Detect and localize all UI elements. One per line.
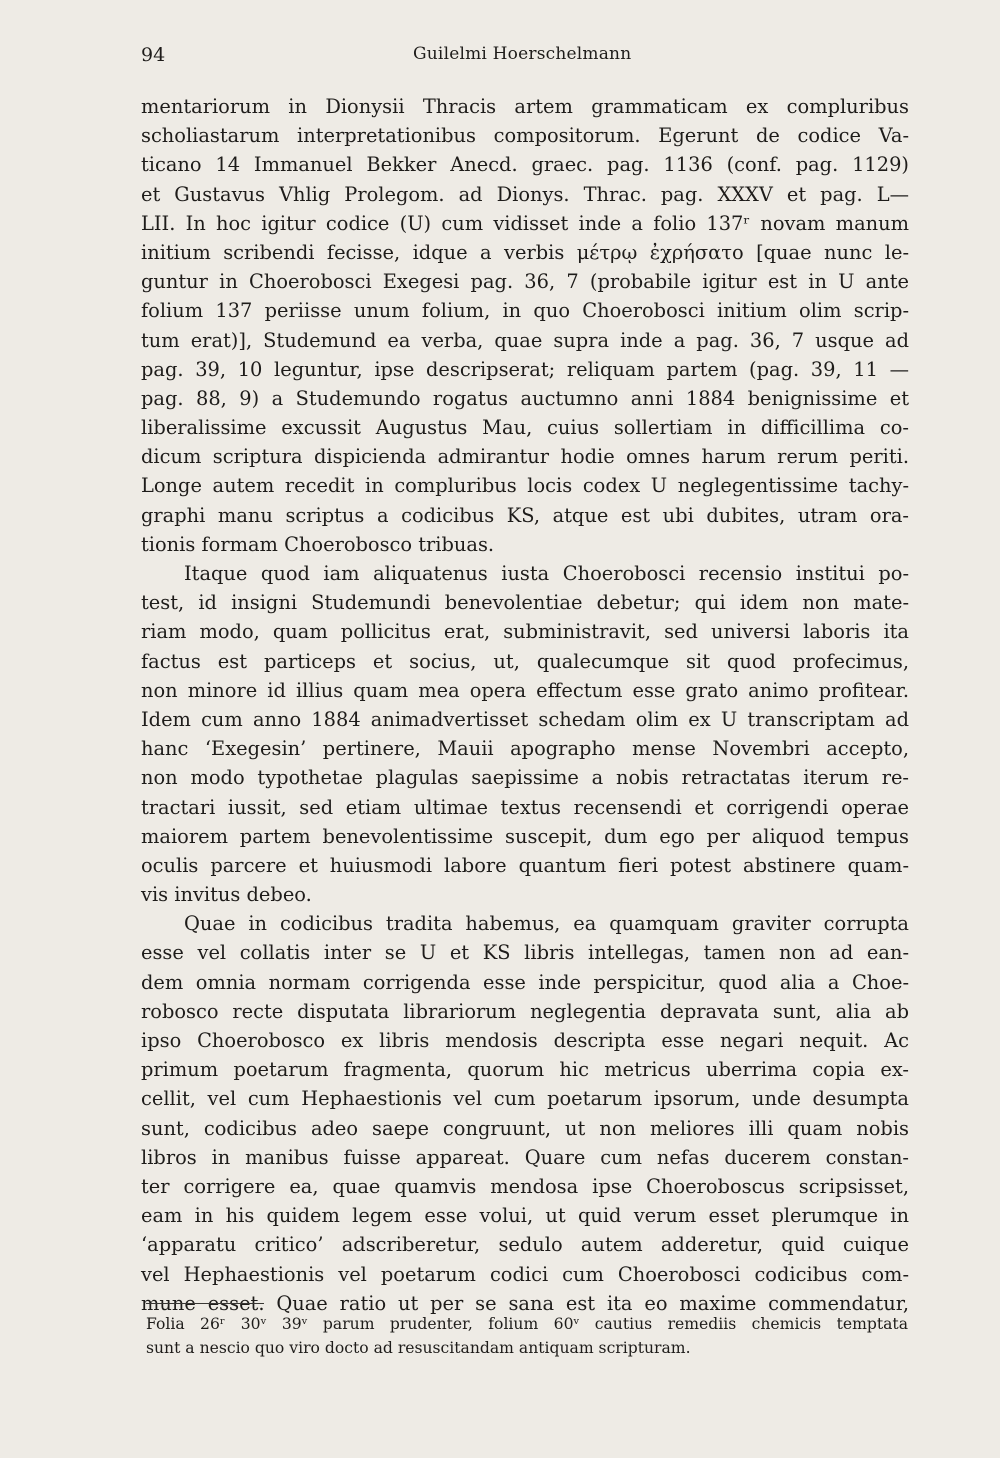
text-line: pag. 39, 10 leguntur, ipse descripserat; reliquam partem (pag. 39, 11 —	[141, 357, 909, 381]
text-line: graphi manu scriptus a codicibus KS, atque est ubi dubites, utram ora-	[141, 503, 909, 527]
footnote	[146, 1312, 908, 1360]
text-line: sunt, codicibus adeo saepe congruunt, ut non meliores illi quam nobis	[141, 1116, 909, 1140]
text-line: pag. 88, 9) a Studemundo rogatus auctumno anni 1884 benignissime et	[141, 386, 909, 410]
text-line: maiorem partem benevolentissime suscepit, dum ego per aliquod tempus	[141, 824, 909, 848]
text-line: tum erat)], Studemund ea verba, quae supra inde a pag. 36, 7 usque ad	[141, 328, 909, 352]
text-line: tionis formam Choerobosco tribuas.	[141, 532, 495, 556]
text-line: Itaque quod iam aliquatenus iusta Choerobosci recensio institui po-	[184, 562, 909, 585]
footnote-rule	[146, 1303, 264, 1304]
text-line: ipso Choerobosco ex libris mendosis descripta esse negari nequit. Ac	[141, 1029, 909, 1052]
text-line: liberalissime excussit Augustus Mau, cuius sollertiam in difficillima co-	[141, 416, 909, 440]
text-line: ‘apparatu critico’ adscriberetur, sedulo autem adderetur, quid cuique	[141, 1233, 909, 1257]
text-line: Idem cum anno 1884 animadvertisset schedam olim ex U transcriptam ad	[141, 707, 909, 731]
text-line: robosco recte disputata librariorum neglegentia depravata sunt, alia ab	[141, 999, 909, 1023]
page-header	[141, 44, 906, 74]
text-line: ter corrigere ea, quae quamvis mendosa ipse Choeroboscus scripsisset,	[141, 1174, 909, 1198]
footnote-line: Folia 26ʳ 30ᵛ 39ᵛ parum prudenter, folium 60ᵛ cautius remediis chemicis temptata	[146, 1315, 908, 1333]
text-line: factus est particeps et socius, ut, qualecumque sit quod profecimus,	[141, 649, 909, 673]
page-number: 94	[141, 44, 166, 66]
text-line: eam in his quidem legem esse volui, ut quid verum esset plerumque in	[141, 1204, 909, 1228]
text-line: riam modo, quam pollicitus erat, subministravit, sed universi laboris ita	[141, 620, 909, 644]
text-line: non minore id illius quam mea opera effectum esse grato animo profitear.	[141, 678, 909, 702]
text-line: cellit, vel cum Hephaestionis vel cum poetarum ipsorum, unde desumpta	[141, 1087, 909, 1111]
text-line: hanc ‘Exegesin’ pertinere, Mauii apographo mense Novembri accepto,	[141, 737, 909, 761]
text-line: dicum scriptura dispicienda admirantur hodie omnes harum rerum periti.	[141, 445, 909, 469]
text-line: dem omnia normam corrigenda esse inde perspicitur, quod alia a Choe-	[141, 970, 909, 994]
text-line: Quae in codicibus tradita habemus, ea quamquam graviter corrupta	[184, 912, 909, 936]
text-line: ticano 14 Immanuel Bekker Anecd. graec. pag. 1136 (conf. pag. 1129)	[141, 153, 909, 177]
text-line: primum poetarum fragmenta, quorum hic metricus uberrima copia ex-	[141, 1058, 909, 1082]
text-line: mune esset. Quae ratio ut per se sana est ita eo maxime commendatur,	[141, 1291, 909, 1315]
text-line: non modo typothetae plagulas saepissime a nobis retractatas iterum re-	[141, 766, 909, 790]
text-line: tractari iussit, sed etiam ultimae textus recensendi et corrigendi operae	[141, 795, 909, 819]
text-line: scholiastarum interpretationibus compositorum. Egerunt de codice Va-	[141, 124, 909, 148]
text-line: libros in manibus fuisse appareat. Quare cum nefas ducerem constan-	[141, 1145, 909, 1169]
text-line: vel Hephaestionis vel poetarum codici cum Choerobosci codicibus com-	[141, 1262, 909, 1286]
text-line: test, id insigni Studemundi benevolentiae debetur; qui idem non mate-	[141, 591, 909, 615]
text-line: et Gustavus Vhlig Prolegom. ad Dionys. Thrac. pag. XXXV et pag. L—	[141, 182, 909, 206]
text-line: vis invitus debeo.	[141, 883, 312, 907]
text-line: mentariorum in Dionysii Thracis artem grammaticam ex compluribus	[141, 95, 909, 118]
text-line: LII. In hoc igitur codice (U) cum vidisset inde a folio 137ʳ novam manum	[141, 211, 909, 235]
footnote-line: sunt a nescio quo viro docto ad resuscitandam antiquam scripturam.	[146, 1339, 691, 1357]
text-line: oculis parcere et huiusmodi labore quantum fieri potest abstinere quam-	[141, 853, 909, 877]
main-text	[141, 92, 909, 1318]
text-line: guntur in Choerobosci Exegesi pag. 36, 7 (probabile igitur est in U ante	[141, 270, 909, 294]
running-head: Guilelmi Hoerschelmann	[413, 44, 632, 64]
text-line: Longe autem recedit in compluribus locis codex U neglegentissime tachy-	[141, 474, 909, 498]
text-line: folium 137 periisse unum folium, in quo Choerobosci initium olim scrip-	[141, 299, 909, 323]
text-line: initium scribendi fecisse, idque a verbis μέτρῳ ἐχρήσατο [quae nunc le-	[141, 240, 909, 264]
text-line: esse vel collatis inter se U et KS libris intellegas, tamen non ad ean-	[141, 941, 909, 965]
